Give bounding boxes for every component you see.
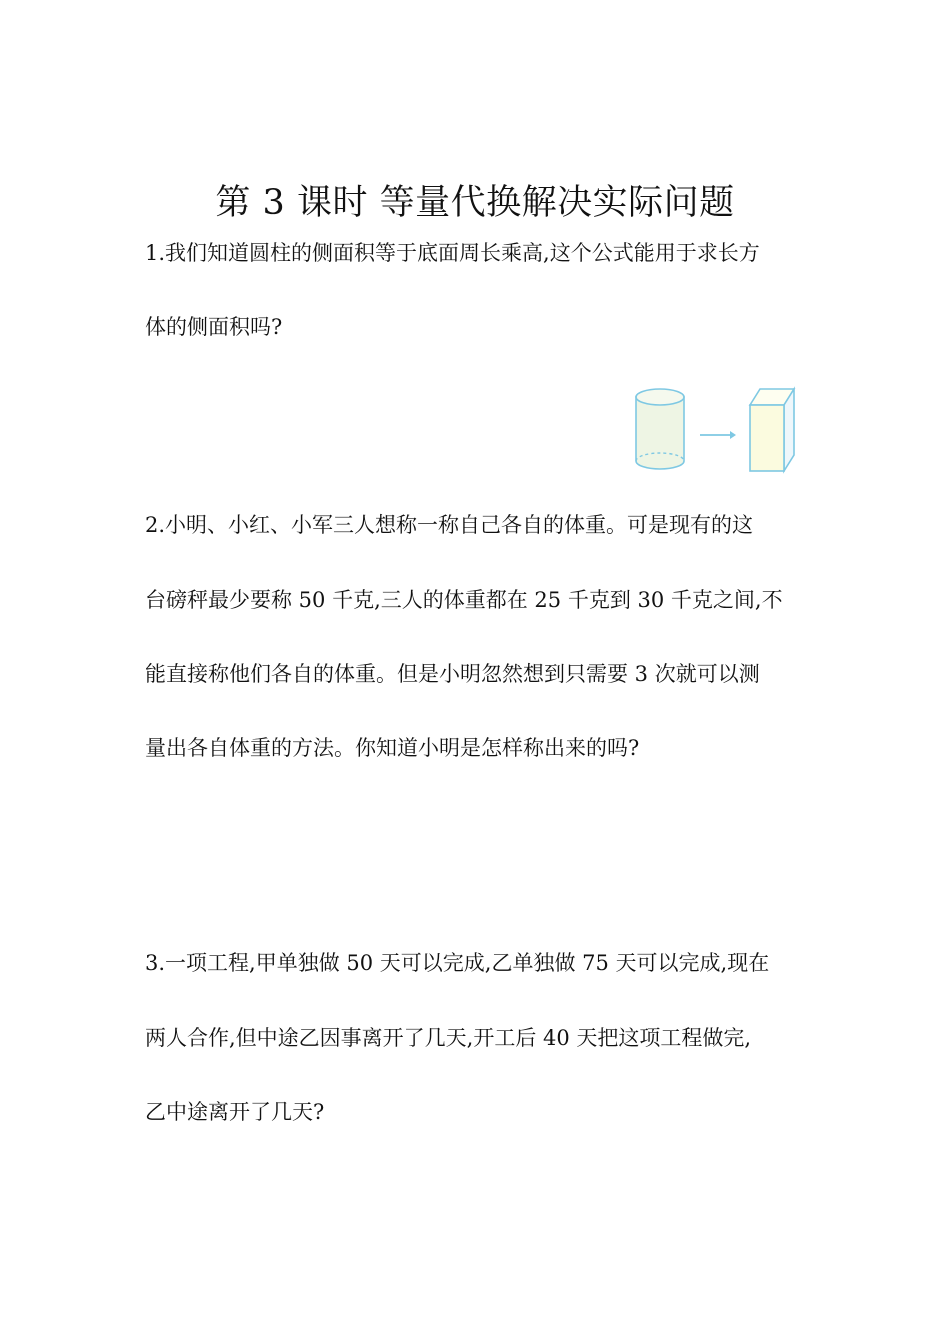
figure-svg [630,385,802,477]
question-2-line-3: 能直接称他们各自的体重。但是小明忽然想到只需要 3 次就可以测 [145,662,760,686]
question-1-line-2: 体的侧面积吗? [145,315,283,339]
question-3-line-2: 两人合作,但中途乙因事离开了几天,开工后 40 天把这项工程做完, [145,1026,752,1050]
question-3-line-1: 3.一项工程,甲单独做 50 天可以完成,乙单独做 75 天可以完成,现在 [145,951,770,975]
question-3-line-3: 乙中途离开了几天? [145,1100,325,1124]
page-title: 第 3 课时 等量代换解决实际问题 [215,183,735,223]
cylinder-icon [636,389,684,469]
question-1-line-1: 1.我们知道圆柱的侧面积等于底面周长乘高,这个公式能用于求长方 [145,241,760,265]
arrow-right-icon [700,431,736,439]
cuboid-icon [750,389,794,471]
question-2-line-4: 量出各自体重的方法。你知道小明是怎样称出来的吗? [145,736,640,760]
question-2-line-1: 2.小明、小红、小军三人想称一称自己各自的体重。可是现有的这 [145,513,754,537]
question-2-line-2: 台磅秤最少要称 50 千克,三人的体重都在 25 千克到 30 千克之间,不 [145,588,783,612]
cylinder-to-cuboid-figure [630,385,802,477]
